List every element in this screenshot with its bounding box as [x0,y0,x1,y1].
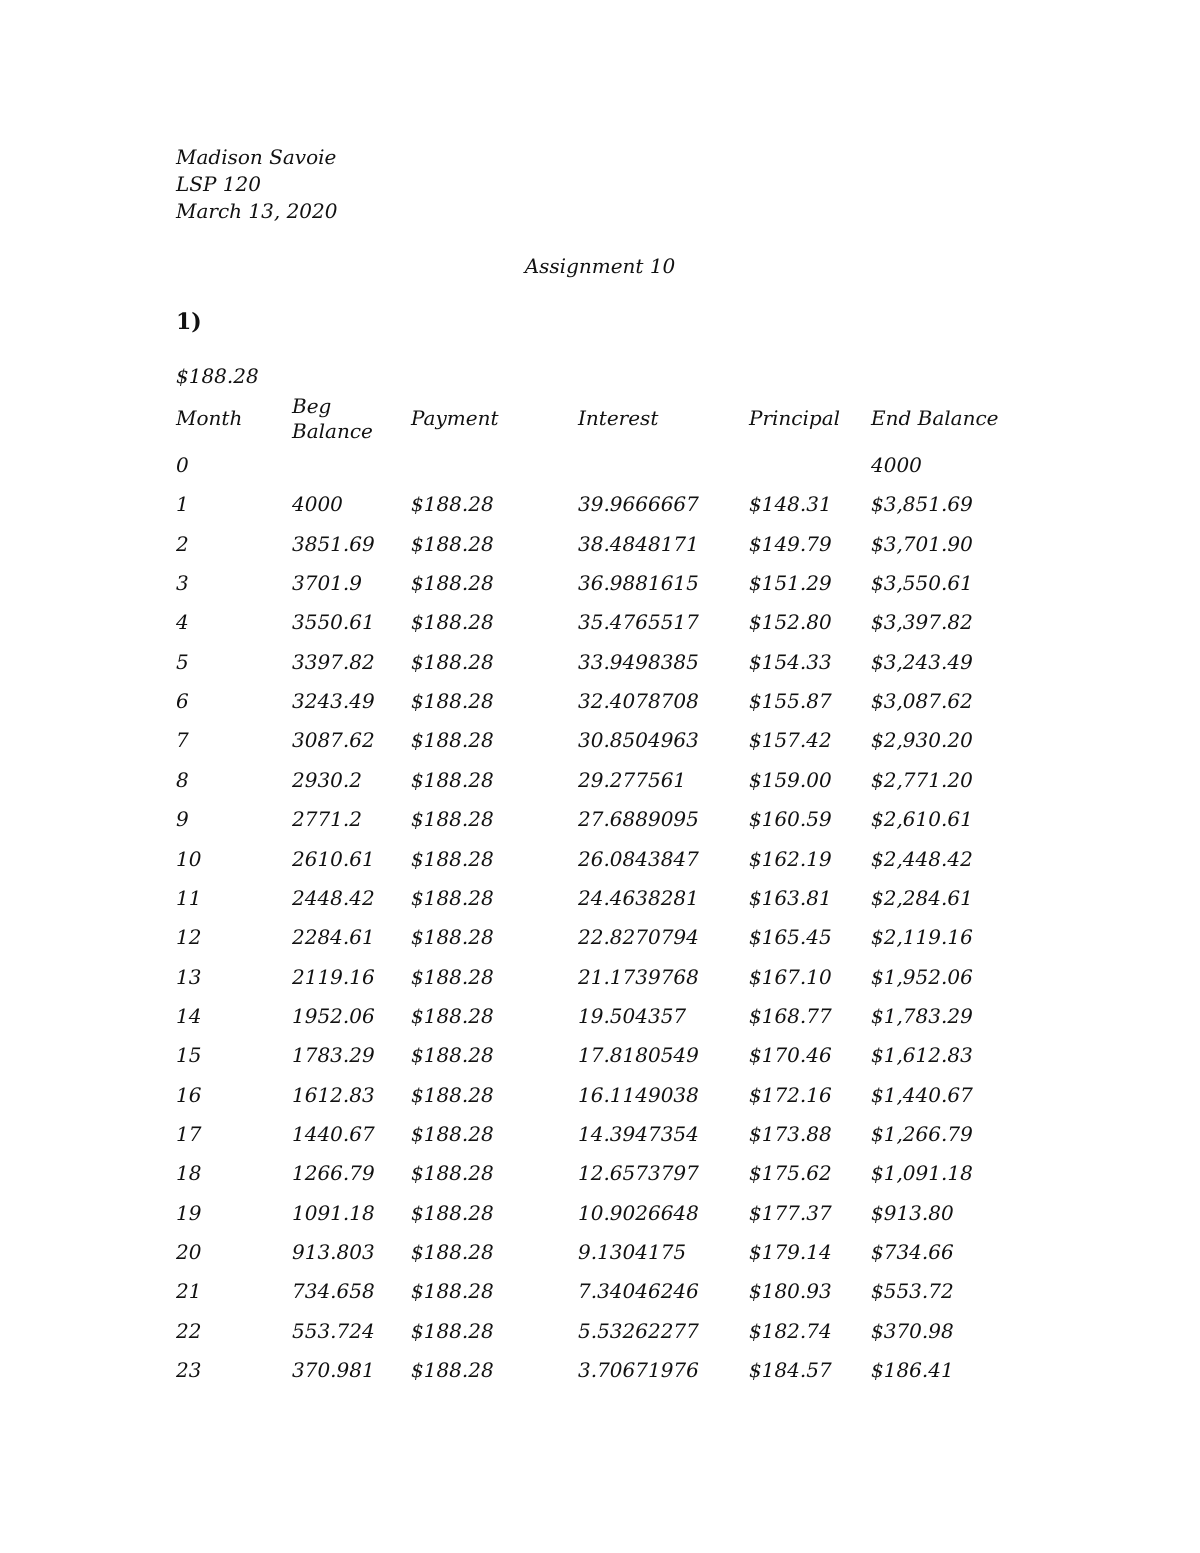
cell-interest: 22.8270794 [578,925,699,949]
cell-payment: $188.28 [411,1004,494,1028]
cell-month: 10 [176,847,202,871]
cell-principal: $177.37 [749,1201,832,1225]
cell-principal: $170.46 [749,1043,832,1067]
cell-end-balance: $2,610.61 [871,807,973,831]
cell-principal: $155.87 [749,689,832,713]
cell-payment: $188.28 [411,689,494,713]
cell-principal: $165.45 [749,925,832,949]
cell-month: 14 [176,1004,202,1028]
cell-interest: 26.0843847 [578,847,699,871]
cell-interest: 12.6573797 [578,1161,699,1185]
cell-interest: 39.9666667 [578,492,699,516]
column-header-interest: Interest [578,406,659,430]
cell-end-balance: $2,284.61 [871,886,973,910]
cell-principal: $168.77 [749,1004,832,1028]
cell-interest: 24.4638281 [578,886,699,910]
cell-month: 18 [176,1161,202,1185]
cell-principal: $184.57 [749,1358,832,1382]
cell-end-balance: $1,091.18 [871,1161,973,1185]
cell-month: 9 [176,807,189,831]
cell-payment: $188.28 [411,925,494,949]
document-date: March 13, 2020 [176,199,338,223]
cell-end-balance: $2,771.20 [871,768,973,792]
cell-end-balance: $1,612.83 [871,1043,973,1067]
cell-beg-balance: 1266.79 [292,1161,375,1185]
cell-end-balance: $3,087.62 [871,689,973,713]
cell-principal: $182.74 [749,1319,832,1343]
cell-end-balance: $913.80 [871,1201,954,1225]
cell-month: 0 [176,453,189,477]
column-header-principal: Principal [749,406,841,430]
cell-month: 22 [176,1319,202,1343]
cell-beg-balance: 734.658 [292,1279,375,1303]
column-header-month: Month [176,406,243,430]
cell-interest: 21.1739768 [578,965,699,989]
cell-principal: $180.93 [749,1279,832,1303]
cell-principal: $159.00 [749,768,832,792]
cell-interest: 29.277561 [578,768,687,792]
cell-payment: $188.28 [411,610,494,634]
cell-month: 8 [176,768,189,792]
cell-interest: 17.8180549 [578,1043,699,1067]
cell-payment: $188.28 [411,807,494,831]
cell-payment: $188.28 [411,886,494,910]
cell-month: 6 [176,689,189,713]
cell-interest: 14.3947354 [578,1122,699,1146]
cell-month: 3 [176,571,189,595]
cell-payment: $188.28 [411,1122,494,1146]
cell-end-balance: $1,440.67 [871,1083,973,1107]
cell-payment: $188.28 [411,1358,494,1382]
cell-end-balance: $3,851.69 [871,492,973,516]
cell-month: 15 [176,1043,202,1067]
cell-interest: 38.4848171 [578,532,699,556]
cell-month: 1 [176,492,189,516]
cell-beg-balance: 2119.16 [292,965,375,989]
cell-interest: 36.9881615 [578,571,699,595]
cell-month: 4 [176,610,189,634]
document-title: Assignment 10 [524,254,676,278]
cell-month: 16 [176,1083,202,1107]
cell-payment: $188.28 [411,1161,494,1185]
cell-beg-balance: 1612.83 [292,1083,375,1107]
cell-payment: $188.28 [411,1083,494,1107]
cell-end-balance: $2,930.20 [871,728,973,752]
cell-beg-balance: 370.981 [292,1358,375,1382]
cell-interest: 9.1304175 [578,1240,687,1264]
cell-beg-balance: 2448.42 [292,886,375,910]
cell-payment: $188.28 [411,965,494,989]
cell-beg-balance: 1091.18 [292,1201,375,1225]
cell-end-balance: $1,266.79 [871,1122,973,1146]
cell-payment: $188.28 [411,571,494,595]
cell-principal: $148.31 [749,492,832,516]
cell-end-balance: $2,119.16 [871,925,973,949]
column-header-end-balance: End Balance [871,406,999,430]
cell-beg-balance: 3701.9 [292,571,362,595]
cell-principal: $173.88 [749,1122,832,1146]
cell-beg-balance: 1783.29 [292,1043,375,1067]
cell-interest: 30.8504963 [578,728,699,752]
cell-beg-balance: 2610.61 [292,847,375,871]
cell-interest: 10.9026648 [578,1201,699,1225]
cell-payment: $188.28 [411,1240,494,1264]
cell-interest: 27.6889095 [578,807,699,831]
cell-month: 12 [176,925,202,949]
cell-principal: $175.62 [749,1161,832,1185]
cell-principal: $157.42 [749,728,832,752]
cell-principal: $149.79 [749,532,832,556]
question-number: 1) [176,309,202,335]
cell-beg-balance: 3243.49 [292,689,375,713]
column-header-payment: Payment [411,406,499,430]
cell-end-balance: $186.41 [871,1358,954,1382]
cell-end-balance: $2,448.42 [871,847,973,871]
payment-amount: $188.28 [176,364,259,388]
cell-beg-balance: 1440.67 [292,1122,375,1146]
cell-interest: 3.70671976 [578,1358,699,1382]
cell-month: 23 [176,1358,202,1382]
cell-payment: $188.28 [411,728,494,752]
cell-beg-balance: 3397.82 [292,650,375,674]
cell-payment: $188.28 [411,1279,494,1303]
cell-month: 11 [176,886,202,910]
cell-interest: 16.1149038 [578,1083,699,1107]
cell-payment: $188.28 [411,768,494,792]
course-code: LSP 120 [176,172,261,196]
cell-beg-balance: 553.724 [292,1319,375,1343]
cell-principal: $152.80 [749,610,832,634]
cell-interest: 33.9498385 [578,650,699,674]
cell-beg-balance: 2771.2 [292,807,362,831]
cell-month: 7 [176,728,189,752]
cell-month: 2 [176,532,189,556]
cell-month: 13 [176,965,202,989]
cell-beg-balance: 3550.61 [292,610,375,634]
cell-payment: $188.28 [411,492,494,516]
cell-beg-balance: 2930.2 [292,768,362,792]
cell-end-balance: $3,550.61 [871,571,973,595]
cell-month: 21 [176,1279,202,1303]
cell-end-balance: $3,243.49 [871,650,973,674]
cell-end-balance: $553.72 [871,1279,954,1303]
cell-principal: $179.14 [749,1240,832,1264]
cell-interest: 19.504357 [578,1004,687,1028]
cell-interest: 5.53262277 [578,1319,699,1343]
cell-payment: $188.28 [411,847,494,871]
cell-month: 5 [176,650,189,674]
cell-payment: $188.28 [411,650,494,674]
cell-principal: $154.33 [749,650,832,674]
cell-beg-balance: 3087.62 [292,728,375,752]
cell-month: 20 [176,1240,202,1264]
cell-interest: 7.34046246 [578,1279,699,1303]
cell-interest: 32.4078708 [578,689,699,713]
cell-beg-balance: 4000 [292,492,343,516]
cell-principal: $162.19 [749,847,832,871]
cell-end-balance: $3,701.90 [871,532,973,556]
cell-principal: $160.59 [749,807,832,831]
cell-principal: $172.16 [749,1083,832,1107]
cell-payment: $188.28 [411,1043,494,1067]
cell-principal: $167.10 [749,965,832,989]
cell-month: 17 [176,1122,202,1146]
cell-beg-balance: 913.803 [292,1240,375,1264]
cell-end-balance: 4000 [871,453,922,477]
cell-month: 19 [176,1201,202,1225]
cell-payment: $188.28 [411,1201,494,1225]
cell-payment: $188.28 [411,532,494,556]
cell-beg-balance: 3851.69 [292,532,375,556]
cell-end-balance: $1,783.29 [871,1004,973,1028]
cell-payment: $188.28 [411,1319,494,1343]
cell-beg-balance: 2284.61 [292,925,375,949]
cell-end-balance: $3,397.82 [871,610,973,634]
cell-end-balance: $734.66 [871,1240,954,1264]
cell-interest: 35.4765517 [578,610,699,634]
cell-end-balance: $370.98 [871,1319,954,1343]
cell-principal: $163.81 [749,886,832,910]
cell-principal: $151.29 [749,571,832,595]
column-header-beg-balance: Beg Balance [292,394,373,443]
cell-beg-balance: 1952.06 [292,1004,375,1028]
author-name: Madison Savoie [176,145,337,169]
cell-end-balance: $1,952.06 [871,965,973,989]
